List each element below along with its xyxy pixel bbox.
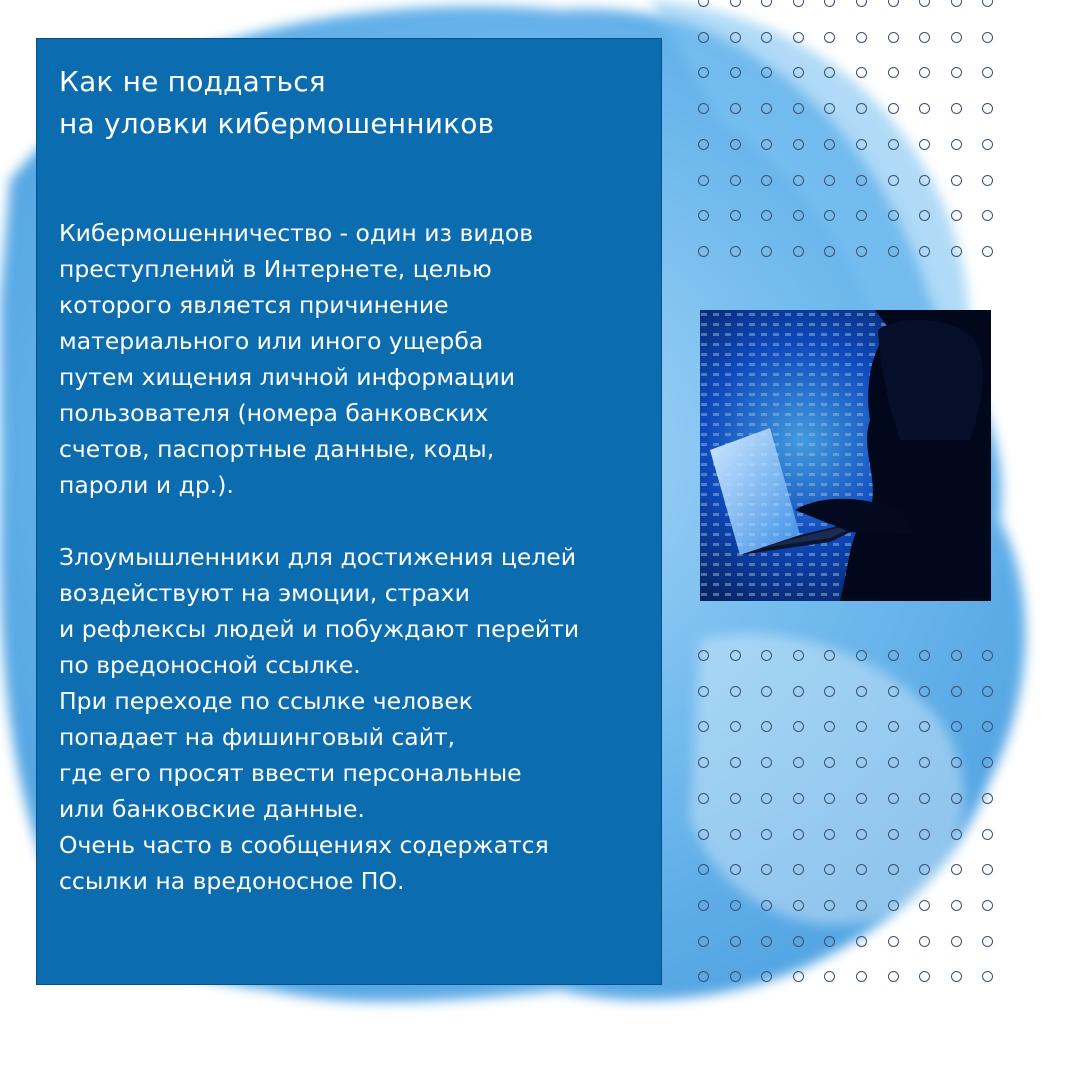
paragraph-line: которого является причинение [59, 291, 449, 319]
paragraph-line: воздействуют на эмоции, страхи [59, 579, 470, 607]
dot-ornament [793, 900, 804, 911]
dot-ornament [919, 686, 930, 697]
text-panel [36, 38, 662, 985]
dot-ornament [761, 793, 772, 804]
dot-ornament [824, 175, 835, 186]
dot-ornament [888, 829, 899, 840]
paragraph-line: и рефлексы людей и побуждают перейти [59, 615, 580, 643]
title-line-2: на уловки кибермошенников [59, 107, 495, 140]
paragraph-line: При переходе по ссылке человек [59, 687, 473, 715]
dot-ornament [888, 686, 899, 697]
title-line-1: Как не поддаться [59, 65, 326, 98]
paragraph-line: путем хищения личной информации [59, 363, 515, 391]
dot-ornament [698, 139, 709, 150]
dot-ornament [730, 971, 741, 982]
dot-ornament [698, 650, 709, 661]
dot-ornament [888, 103, 899, 114]
dot-ornament [730, 829, 741, 840]
dot-ornament [793, 650, 804, 661]
dot-ornament [761, 246, 772, 257]
dot-ornament [951, 103, 962, 114]
dot-ornament [730, 139, 741, 150]
dot-ornament [793, 139, 804, 150]
paragraph-line: пароли и др.). [59, 471, 234, 499]
dot-ornament [919, 175, 930, 186]
dot-ornament [888, 900, 899, 911]
dot-ornament [856, 246, 867, 257]
dot-ornament [888, 650, 899, 661]
dot-ornament [888, 936, 899, 947]
dot-ornament [761, 900, 772, 911]
dot-ornament [793, 757, 804, 768]
dot-ornament [730, 175, 741, 186]
dot-ornament [761, 175, 772, 186]
dot-ornament [730, 757, 741, 768]
dot-ornament [793, 103, 804, 114]
dot-ornament [951, 900, 962, 911]
dot-ornament [982, 936, 993, 947]
dot-ornament [824, 936, 835, 947]
paragraph-line: Очень часто в сообщениях содержатся [59, 831, 549, 859]
dot-ornament [888, 210, 899, 221]
dot-ornament [951, 686, 962, 697]
dot-ornament [919, 900, 930, 911]
paragraph-line: где его просят ввести персональные [59, 759, 522, 787]
dot-ornament [951, 936, 962, 947]
dot-ornament [761, 139, 772, 150]
dot-ornament [698, 900, 709, 911]
dot-ornament [888, 175, 899, 186]
dot-ornament [951, 650, 962, 661]
dot-ornament [951, 246, 962, 257]
dot-ornament [793, 32, 804, 43]
dot-ornament [982, 829, 993, 840]
dot-ornament [698, 829, 709, 840]
hacker-photo [700, 310, 991, 601]
dot-ornament [888, 971, 899, 982]
dot-ornament [698, 32, 709, 43]
dot-ornament [730, 721, 741, 732]
dot-ornament [856, 175, 867, 186]
dot-ornament [856, 686, 867, 697]
dot-ornament [730, 32, 741, 43]
dot-ornament [919, 793, 930, 804]
dot-ornament [888, 757, 899, 768]
dot-ornament [888, 721, 899, 732]
dot-ornament [761, 686, 772, 697]
paragraph-line: или банковские данные. [59, 795, 365, 823]
paragraph-line: попадает на фишинговый сайт, [59, 723, 456, 751]
dot-ornament [888, 67, 899, 78]
dot-ornament [951, 32, 962, 43]
dot-ornament [856, 793, 867, 804]
dot-ornament [982, 175, 993, 186]
dot-ornament [856, 650, 867, 661]
dot-ornament [951, 829, 962, 840]
dot-ornament [793, 793, 804, 804]
dot-ornament [730, 793, 741, 804]
dot-ornament [698, 175, 709, 186]
paragraph-line: по вредоносной ссылке. [59, 651, 361, 679]
paragraph-line: преступлений в Интернете, целью [59, 255, 492, 283]
dot-ornament [698, 793, 709, 804]
dot-ornament [856, 32, 867, 43]
dot-ornament [730, 210, 741, 221]
dot-ornament [730, 864, 741, 875]
dot-ornament [888, 246, 899, 257]
dot-ornament [730, 103, 741, 114]
dot-ornament [888, 793, 899, 804]
dot-ornament [761, 829, 772, 840]
dot-ornament [793, 175, 804, 186]
dot-ornament [824, 829, 835, 840]
dot-ornament [698, 246, 709, 257]
dot-ornament [730, 900, 741, 911]
dot-ornament [951, 793, 962, 804]
dot-ornament [951, 175, 962, 186]
page-title [59, 61, 639, 145]
paragraph-line: Кибермошенничество - один из видов [59, 219, 534, 247]
dot-ornament [730, 67, 741, 78]
dot-ornament [919, 246, 930, 257]
dot-ornament [730, 936, 741, 947]
paragraph-line: пользователя (номера банковских [59, 399, 489, 427]
dot-ornament [951, 864, 962, 875]
paragraph-line: Злоумышленники для достижения целей [59, 543, 577, 571]
dot-ornament [951, 210, 962, 221]
hacker-illustration [700, 310, 991, 601]
dot-ornament [919, 139, 930, 150]
dot-ornament [856, 829, 867, 840]
paragraph-line: ссылки на вредоносное ПО. [59, 867, 405, 895]
dot-ornament [793, 686, 804, 697]
dot-ornament [793, 936, 804, 947]
dot-ornament [888, 139, 899, 150]
dot-ornament [919, 829, 930, 840]
dot-ornament [856, 936, 867, 947]
paragraph-line: счетов, паспортные данные, коды, [59, 435, 495, 463]
dot-ornament [856, 139, 867, 150]
dot-ornament [856, 900, 867, 911]
dot-ornament [761, 936, 772, 947]
dot-ornament [888, 32, 899, 43]
dot-ornament [793, 246, 804, 257]
dot-ornament [919, 32, 930, 43]
article-body [59, 215, 649, 899]
dot-ornament [730, 650, 741, 661]
dot-ornament [793, 210, 804, 221]
paragraph-gap [59, 503, 649, 539]
dot-ornament [793, 864, 804, 875]
dot-ornament [951, 139, 962, 150]
paragraph-line: материального или иного ущерба [59, 327, 484, 355]
dot-ornament [698, 686, 709, 697]
dot-ornament [919, 936, 930, 947]
dot-ornament [730, 686, 741, 697]
dot-ornament [761, 32, 772, 43]
dot-ornament [793, 829, 804, 840]
dot-ornament [730, 246, 741, 257]
dot-ornament [951, 757, 962, 768]
dot-ornament [888, 864, 899, 875]
dot-ornament [698, 936, 709, 947]
